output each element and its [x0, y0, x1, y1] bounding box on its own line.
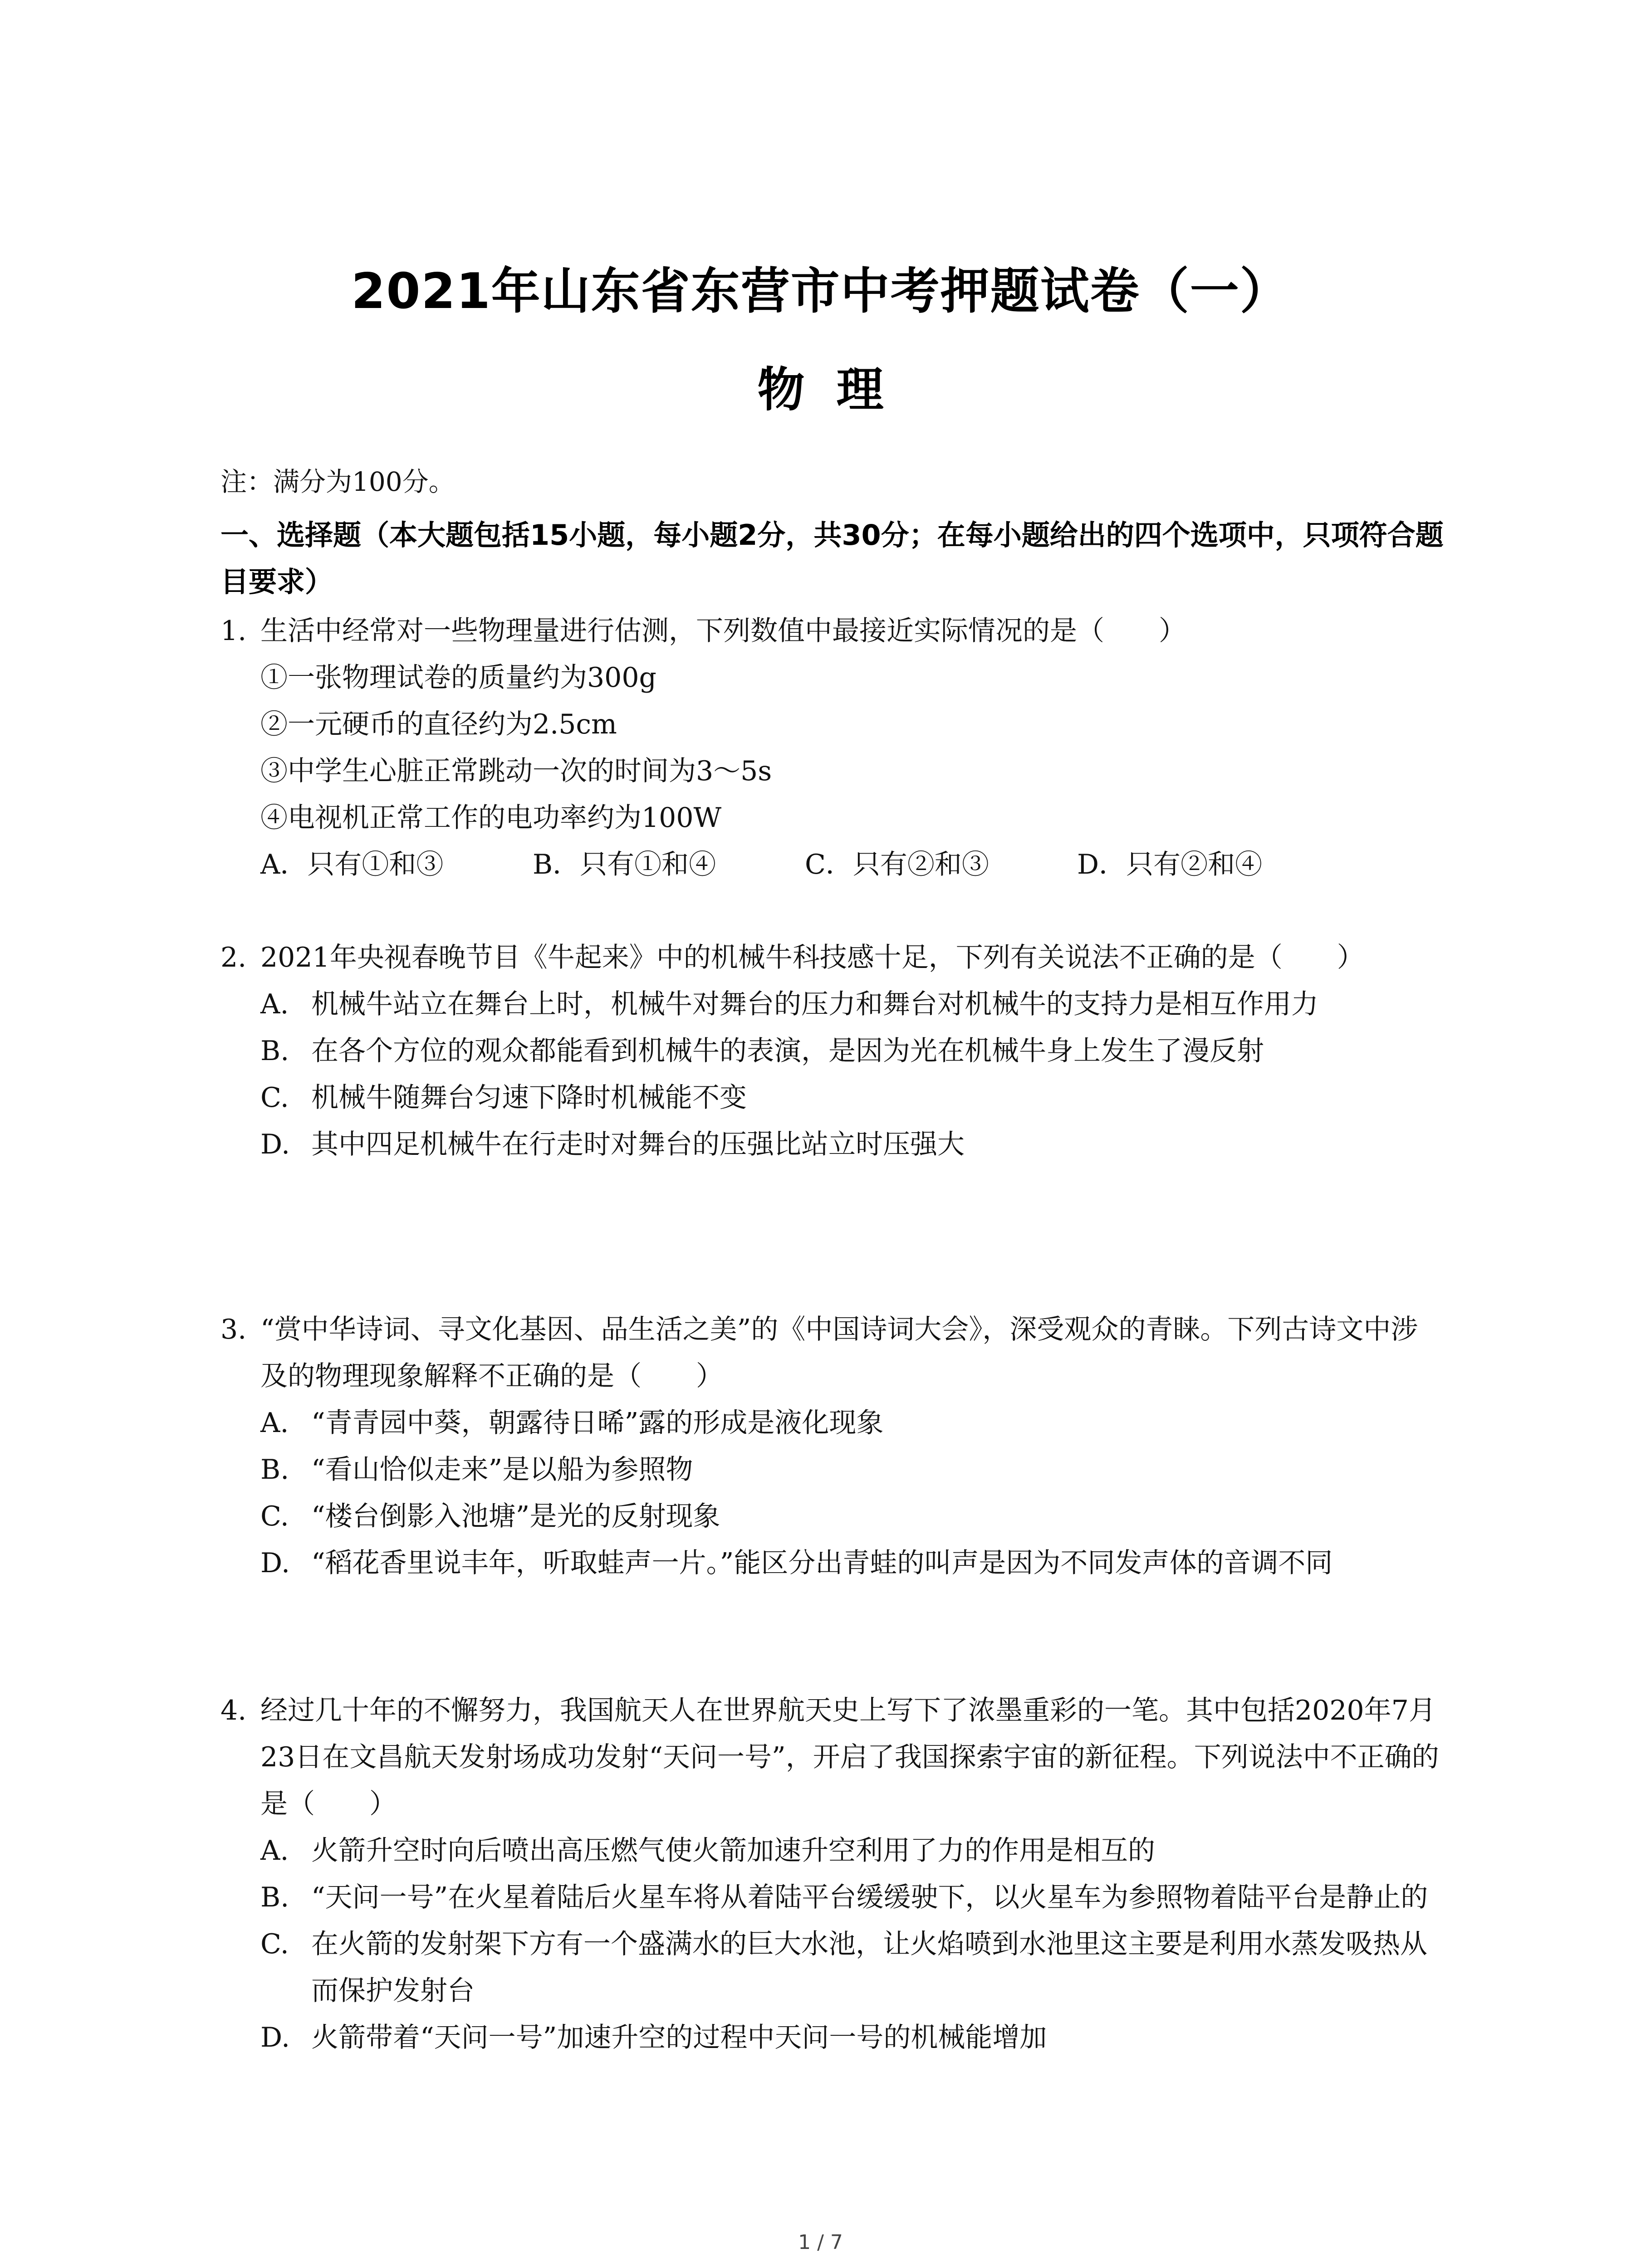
question-number: 3.: [220, 1314, 247, 1345]
option-label: A.: [260, 988, 289, 1020]
question-2: [220, 934, 1441, 1168]
option-text: “青青园中葵，朝露待日晞”露的形成是液化现象: [311, 1407, 884, 1439]
question-stem: [220, 1306, 1441, 1400]
option-text: “天问一号”在火星着陆后火星车将从着陆平台缓缓驶下，以火星车为参照物着陆平台是静止的: [311, 1882, 1428, 1913]
option-label: D.: [260, 2022, 290, 2053]
option-text: 在各个方位的观众都能看到机械牛的表演，是因为光在机械牛身上发生了漫反射: [311, 1035, 1264, 1067]
option-b: [220, 1874, 1441, 1921]
option-d: [220, 1121, 1441, 1168]
option-b: [220, 1447, 1441, 1493]
question-4: [220, 1687, 1441, 2061]
option-text: “楼台倒影入池塘”是光的反射现象: [311, 1501, 720, 1532]
option-c: [220, 1075, 1441, 1121]
option-label: D.: [260, 1547, 290, 1579]
question-text: 生活中经常对一些物理量进行估测，下列数值中最接近实际情况的是（ ）: [260, 615, 1186, 647]
question-number: 4.: [220, 1695, 247, 1726]
option-label: C.: [260, 1928, 289, 1960]
exam-title: 2021年山东省东营市中考押题试卷（一）: [351, 263, 1290, 320]
option-text: “稻花香里说丰年，听取蛙声一片。”能区分出青蛙的叫声是因为不同发声体的音调不同: [311, 1547, 1333, 1579]
option-row: [220, 841, 1441, 888]
option-b: B．只有①和④: [533, 849, 716, 880]
statement-item: ④电视机正常工作的电功率约为100W: [260, 802, 722, 834]
option-text: 火箭升空时向后喷出高压燃气使火箭加速升空利用了力的作用是相互的: [311, 1835, 1155, 1867]
page-number: 1 / 7: [798, 2231, 843, 2254]
option-label: A.: [260, 1835, 289, 1867]
statement-item: ③中学生心脏正常跳动一次的时间为3～5s: [260, 755, 772, 787]
question-text: “赏中华诗词、寻文化基因、品生活之美”的《中国诗词大会》，深受观众的青睐。下列古诗文中涉及的物理现象解释不正确的是（ ）: [260, 1314, 1418, 1392]
option-label: C.: [260, 1501, 289, 1532]
option-b: [220, 1028, 1441, 1075]
question-3: [220, 1306, 1441, 1587]
option-a: [220, 1400, 1441, 1447]
option-a: A．只有①和③: [260, 849, 444, 880]
option-label: B.: [260, 1454, 289, 1486]
option-text: 在火箭的发射架下方有一个盛满水的巨大水池，让火焰喷到水池里这主要是利用水蒸发吸热从而保护发射台: [311, 1928, 1427, 2007]
option-text: “看山恰似走来”是以船为参照物: [311, 1454, 693, 1486]
question-number: 1.: [220, 615, 247, 647]
option-c: [220, 1921, 1441, 2014]
section-heading: 一、选择题（本大题包括15小题，每小题2分，共30分；在每小题给出的四个选项中，只项符合题目要求）: [220, 518, 1444, 598]
question-number: 2.: [220, 942, 247, 973]
option-label: B.: [260, 1882, 289, 1913]
statement-item: ②一元硬币的直径约为2.5cm: [260, 709, 617, 740]
question-stem: [220, 1687, 1441, 1828]
option-text: 机械牛站立在舞台上时，机械牛对舞台的压力和舞台对机械牛的支持力是相互作用力: [311, 988, 1318, 1020]
option-c: [220, 1493, 1441, 1540]
option-text: 火箭带着“天问一号”加速升空的过程中天问一号的机械能增加: [311, 2022, 1047, 2053]
option-label: D.: [260, 1129, 290, 1160]
score-note: 注：满分为100分。: [220, 466, 455, 497]
question-stem: [220, 608, 1441, 655]
option-d: [220, 1540, 1441, 1587]
question-1: [220, 608, 1441, 888]
option-d: D．只有②和④: [1077, 849, 1263, 880]
option-a: [220, 981, 1441, 1028]
option-a: [220, 1828, 1441, 1874]
statement-item: ①一张物理试卷的质量约为300g: [260, 662, 656, 694]
question-text: 2021年央视春晚节目《牛起来》中的机械牛科技感十足，下列有关说法不正确的是（ ）: [260, 942, 1364, 973]
option-text: 其中四足机械牛在行走时对舞台的压强比站立时压强大: [311, 1129, 965, 1160]
option-text: 机械牛随舞台匀速下降时机械能不变: [311, 1082, 747, 1114]
question-text: 经过几十年的不懈努力，我国航天人在世界航天史上写下了浓墨重彩的一笔。其中包括2020年7月23日在文昌航天发射场成功发射“天问一号”，开启了我国探索宇宙的新征程。下列说法中不正确的是（ ）: [260, 1695, 1439, 1820]
option-label: A.: [260, 1407, 289, 1439]
option-d: [220, 2014, 1441, 2061]
option-label: B.: [260, 1035, 289, 1067]
option-label: C.: [260, 1082, 289, 1114]
subject-title: 物理: [757, 362, 916, 417]
option-c: C．只有②和③: [805, 849, 989, 880]
question-stem: [220, 934, 1441, 981]
